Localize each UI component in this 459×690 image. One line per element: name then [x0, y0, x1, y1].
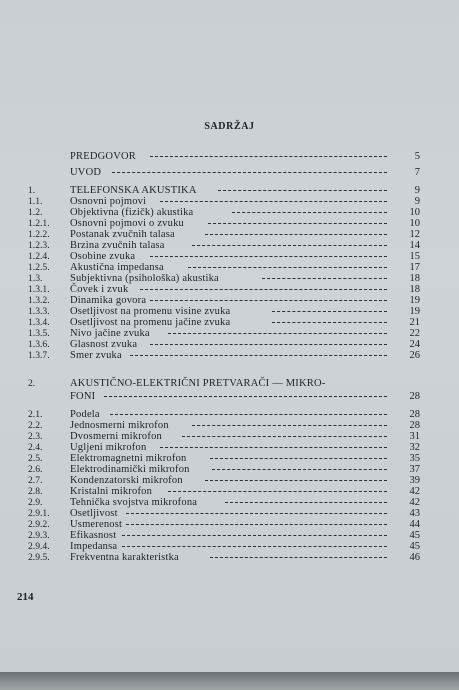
toc-entry-title: Impedansa — [70, 541, 118, 552]
toc-entry-number: 2.9.2. — [28, 519, 50, 530]
toc-entry-number: 2. — [28, 378, 36, 389]
toc-entry-title: Usmerenost — [70, 519, 123, 530]
toc-entry-title: Ugljeni mikrofon — [70, 442, 147, 453]
toc-entry-page: 45 — [409, 541, 420, 552]
toc-entry-number: 2.9.1. — [28, 508, 50, 519]
toc-leader-dashes — [150, 156, 387, 158]
toc-leader-dashes — [150, 344, 387, 346]
toc-leader-dashes — [182, 436, 387, 438]
toc-entry-title: Dvosmerni mikrofon — [70, 431, 162, 442]
toc-entry-number: 2.6. — [28, 464, 43, 475]
toc-leader-dashes — [168, 491, 387, 493]
toc-entry — [0, 552, 459, 563]
toc-entry — [0, 409, 459, 420]
toc-entry-page: 19 — [409, 295, 420, 306]
toc-entry-page: 32 — [409, 442, 420, 453]
toc-entry-page: 31 — [409, 431, 420, 442]
toc-entry — [0, 167, 459, 178]
toc-entry — [0, 240, 459, 251]
toc-entry-number: 1. — [28, 185, 36, 196]
toc-entry — [0, 530, 459, 541]
toc-leader-dashes — [122, 535, 387, 537]
toc-entry-page: 42 — [409, 486, 420, 497]
toc-entry-page: 7 — [414, 167, 420, 178]
toc-entry-title: Efikasnost — [70, 530, 117, 541]
toc-entry-title: Nivo jačine zvuka — [70, 328, 150, 339]
toc-leader-dashes — [112, 172, 387, 174]
toc-entry-title: Osetljivost — [70, 508, 118, 519]
toc-entry-title: PREDGOVOR — [70, 151, 136, 162]
toc-entry-number: 1.2.1. — [28, 218, 50, 229]
toc-entry-page: 37 — [409, 464, 420, 475]
toc-entry-title: Osetljivost na promenu visine zvuka — [70, 306, 231, 317]
toc-entry-page: 43 — [409, 508, 420, 519]
toc-entry-page: 19 — [409, 306, 420, 317]
toc-entry-number: 2.7. — [28, 475, 43, 486]
toc-entry-page: 42 — [409, 497, 420, 508]
toc-entry-title: Podela — [70, 409, 100, 420]
page-number: 214 — [17, 591, 34, 603]
toc-entry-page: 46 — [409, 552, 420, 563]
toc-entry — [0, 273, 459, 284]
toc-leader-dashes — [188, 267, 387, 269]
toc-entry-page: 44 — [409, 519, 420, 530]
toc-entry — [0, 218, 459, 229]
toc-entry-number: 1.2.5. — [28, 262, 50, 273]
toc-entry-page: 28 — [409, 420, 420, 431]
toc-entry-title: Čovek i zvuk — [70, 284, 129, 295]
toc-entry — [0, 328, 459, 339]
toc-entry-number: 1.2.3. — [28, 240, 50, 251]
toc-entry-page: 45 — [409, 530, 420, 541]
toc-entry-number: 2.9. — [28, 497, 43, 508]
toc-entry-page: 9 — [414, 196, 420, 207]
toc-entry-title: Jednosmerni mikrofon — [70, 420, 169, 431]
toc-leader-dashes — [168, 333, 387, 335]
toc-entry-page: 15 — [409, 251, 420, 262]
toc-entry — [0, 431, 459, 442]
toc-entry-number: 1.2.2. — [28, 229, 50, 240]
toc-entry-title: Glasnost zvuka — [70, 339, 138, 350]
toc-leader-dashes — [205, 234, 387, 236]
toc-entry — [0, 284, 459, 295]
toc-entry-page: 5 — [414, 151, 420, 162]
toc-entry-number: 2.8. — [28, 486, 43, 497]
toc-entry — [0, 350, 459, 361]
toc-entry-number: 1.3.4. — [28, 317, 50, 328]
toc-entry — [0, 442, 459, 453]
toc-entry-title: Smer zvuka — [70, 350, 122, 361]
toc-entry-title: Kondenzatorski mikrofon — [70, 475, 183, 486]
toc-leader-dashes — [126, 513, 387, 515]
toc-entry-title: Osobine zvuka — [70, 251, 136, 262]
toc-entry-page: 10 — [409, 218, 420, 229]
toc-entry-page: 21 — [409, 317, 420, 328]
toc-entry-title: AKUSTIČNO-ELEKTRIČNI PRETVARAČI — MIKRO- — [70, 378, 326, 389]
toc-entry-title: Kristalni mikrofon — [70, 486, 153, 497]
toc-entry — [0, 453, 459, 464]
toc-entry-page: 28 — [409, 409, 420, 420]
toc-entry-title: TELEFONSKA AKUSTIKA — [70, 185, 197, 196]
toc-entry-number: 2.9.5. — [28, 552, 50, 563]
toc-entry — [0, 262, 459, 273]
toc-entry-title: Postanak zvučnih talasa — [70, 229, 175, 240]
toc-entry — [0, 475, 459, 486]
toc-entry — [0, 207, 459, 218]
toc-entry — [0, 229, 459, 240]
toc-entry-page: 18 — [409, 284, 420, 295]
toc-leader-dashes — [218, 190, 387, 192]
toc-entry-number: 1.3.7. — [28, 350, 50, 361]
toc-entry-title: Brzina zvučnih talasa — [70, 240, 165, 251]
toc-entry-page: 24 — [409, 339, 420, 350]
toc-entry-title: Frekventna karakteristka — [70, 552, 179, 563]
toc-entry-page: 10 — [409, 207, 420, 218]
toc-entry — [0, 486, 459, 497]
toc-entry-number: 1.3.1. — [28, 284, 50, 295]
toc-entry-page: 35 — [409, 453, 420, 464]
toc-entry-number: 2.4. — [28, 442, 43, 453]
toc-entry — [0, 196, 459, 207]
page-title: SADRŽAJ — [204, 121, 255, 132]
toc-entry-number: 1.3.5. — [28, 328, 50, 339]
toc-entry — [0, 317, 459, 328]
toc-leader-dashes — [126, 524, 387, 526]
toc-entry — [0, 185, 459, 196]
toc-entry-title: Elektrodinamički mikrofon — [70, 464, 190, 475]
toc-entry — [0, 541, 459, 552]
toc-leader-dashes — [210, 557, 387, 559]
toc-entry — [0, 391, 459, 402]
toc-leader-dashes — [130, 355, 387, 357]
toc-entry — [0, 420, 459, 431]
toc-entry-number: 1.3.3. — [28, 306, 50, 317]
toc-entry-page: 26 — [409, 350, 420, 361]
toc-entry-page: 14 — [409, 240, 420, 251]
toc-leader-dashes — [225, 502, 387, 504]
toc-leader-dashes — [272, 322, 387, 324]
toc-entry — [0, 251, 459, 262]
toc-entry — [0, 378, 459, 389]
toc-entry-page: 28 — [409, 391, 420, 402]
toc-entry-number: 1.3.6. — [28, 339, 50, 350]
toc-entry-page: 17 — [409, 262, 420, 273]
toc-leader-dashes — [150, 256, 387, 258]
toc-entry-number: 1.3.2. — [28, 295, 50, 306]
toc-entry-page: 18 — [409, 273, 420, 284]
toc-leader-dashes — [192, 245, 387, 247]
toc-leader-dashes — [212, 469, 387, 471]
toc-entry-title: Osnovni pojmovi — [70, 196, 147, 207]
toc-leader-dashes — [104, 396, 387, 398]
toc-leader-dashes — [150, 300, 387, 302]
toc-entry-number: 2.9.4. — [28, 541, 50, 552]
toc-entry — [0, 306, 459, 317]
toc-entry-number: 2.5. — [28, 453, 43, 464]
toc-leader-dashes — [210, 458, 387, 460]
toc-leader-dashes — [160, 447, 387, 449]
toc-entry — [0, 519, 459, 530]
toc-entry-number: 1.1. — [28, 196, 43, 207]
toc-entry-title: Osetljivost na promenu jačine zvuka — [70, 317, 231, 328]
toc-entry-title: Elektromagnetni mikrofon — [70, 453, 187, 464]
toc-entry-title: Tehnička svojstva mikrofona — [70, 497, 198, 508]
toc-leader-dashes — [272, 311, 387, 313]
toc-leader-dashes — [122, 546, 387, 548]
toc-entry-title: Dinamika govora — [70, 295, 147, 306]
toc-entry-title: UVOD — [70, 167, 102, 178]
toc-entry-number: 2.3. — [28, 431, 43, 442]
toc-entry-page: 9 — [414, 185, 420, 196]
toc-entry-number: 2.1. — [28, 409, 43, 420]
toc-leader-dashes — [205, 480, 387, 482]
toc-entry-title: Osnovni pojmovi o zvuku — [70, 218, 184, 229]
toc-entry — [0, 464, 459, 475]
toc-entry-page: 12 — [409, 229, 420, 240]
toc-entry-title: FONI — [70, 391, 96, 402]
toc-leader-dashes — [232, 212, 387, 214]
toc-entry-number: 1.2.4. — [28, 251, 50, 262]
toc-entry — [0, 508, 459, 519]
toc-leader-dashes — [262, 278, 387, 280]
toc-entry — [0, 497, 459, 508]
page-edge-shadow — [0, 672, 459, 690]
toc-entry-title: Objektivna (fizičk) akustika — [70, 207, 194, 218]
toc-entry-page: 22 — [409, 328, 420, 339]
toc-entry — [0, 151, 459, 162]
toc-entry — [0, 339, 459, 350]
toc-entry-number: 1.3. — [28, 273, 43, 284]
toc-entry-title: Akustična impedansa — [70, 262, 164, 273]
toc-entry-number: 1.2. — [28, 207, 43, 218]
toc-leader-dashes — [192, 425, 387, 427]
toc-entry-title: Subjektivna (psihološka) akustika — [70, 273, 219, 284]
toc-leader-dashes — [208, 223, 387, 225]
toc-leader-dashes — [160, 201, 387, 203]
toc-entry — [0, 295, 459, 306]
toc-entry-page: 39 — [409, 475, 420, 486]
toc-leader-dashes — [140, 289, 387, 291]
toc-entry-number: 2.9.3. — [28, 530, 50, 541]
toc-entry-number: 2.2. — [28, 420, 43, 431]
toc-leader-dashes — [110, 414, 387, 416]
